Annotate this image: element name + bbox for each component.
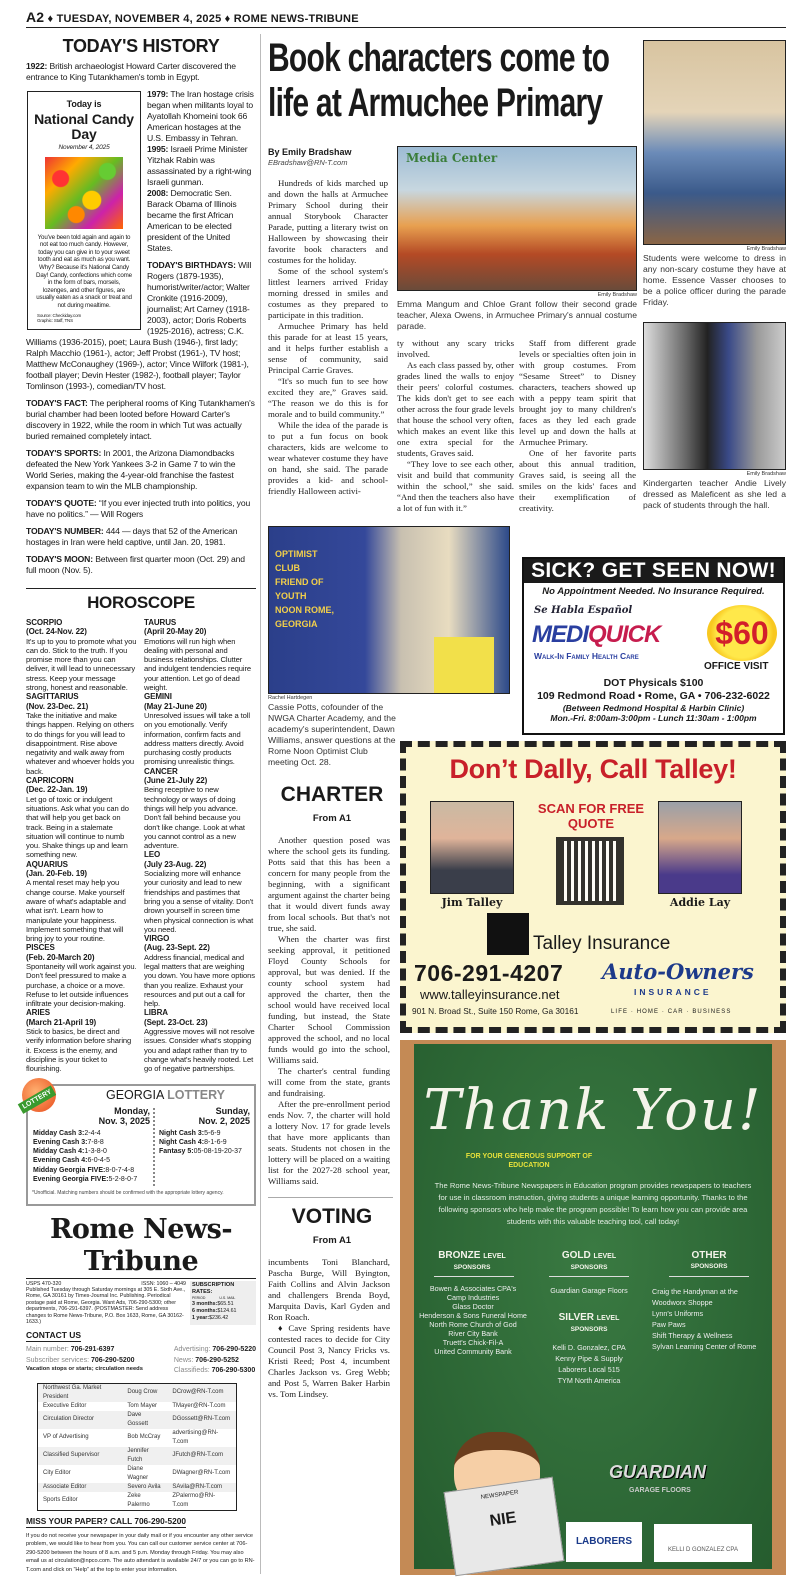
staff-email[interactable]: DCrow@RN-T.com: [172, 1389, 224, 1396]
charter-jump: From A1: [312, 813, 352, 824]
staff-title: Circulation Director: [43, 1416, 95, 1423]
result-label: Fantasy 5:: [159, 1148, 194, 1156]
result-label: Evening Cash 3:: [33, 1138, 88, 1146]
paragraph: Staff from different grade levels or specialties often join in with group costumes. From “Sesame Street” to Disney characters, teachers showed up with a peppy team spirit that brought joy to many children's faces as they led each grade level up and down the halls at Armuchee Primary.: [519, 338, 636, 447]
charter-body: [268, 835, 390, 1187]
result-label: 3 months:: [192, 1300, 218, 1307]
lottery-results-monday: [33, 1129, 137, 1185]
sign-dates: (Aug. 23-Sept. 22): [144, 943, 210, 953]
history-1922: 1922: British archaeologist Howard Carter discovered the entrance to King Tutankhamen's tomb in Egypt.: [26, 61, 236, 82]
table-row: [38, 1492, 237, 1511]
history-fact: TODAY'S FACT: The peripheral rooms of King Tutankhamen's burial chamber had been looted before Howard Carter's discovery in 1922, while the room in which Tut was actually buried remained completely intact.: [26, 398, 255, 441]
result-row: [192, 1301, 254, 1308]
staff-name: Severo Avila: [127, 1483, 161, 1490]
addie-lay-photo: [658, 801, 742, 894]
table-row: [38, 1429, 237, 1447]
staff-title: VP of Advertising: [43, 1434, 89, 1441]
photo1-credit: Emily Bradshaw: [597, 292, 637, 298]
publication-info: USPS 470-320 ISSN: 1060 – 4049 Published Tuesday through Saturday mornings at 305 E. Sixth Ave., Rome, GA 30161 by Times-Journal Inc. Publishing. Periodical postage paid at Rome, Georgia. Want Ads, 706-290-5300; other departments, 706-291-6397. (POSTMASTER: Send address changes to Rome News-Tribune, P.O. Box 1633, Rome, GA 30162-1633.): [26, 1280, 186, 1325]
mediquick-tagline: Walk-In Family Health Care: [534, 651, 639, 661]
photo2-credit: Emily Bradshaw: [746, 246, 786, 252]
charter-photo-caption: Cassie Potts, cofounder of the NWGA Charter Academy, and the academy's superintendent, Dawn Williams, answer questions at the Rome Noon Optimist Club meeting Oct. 28.: [268, 702, 396, 767]
history-sports: TODAY'S SPORTS: In 2001, the Arizona Diamondbacks defeated the New York Yankees 3-2 in Game 7 to win the World Series, making the 4-year-old franchise the fastest expansion team to win the MLB championship.: [26, 448, 236, 491]
article-col2: [397, 338, 514, 514]
photo1-caption: Emma Mangum and Chloe Grant follow their second grade teacher, Alexa Owens, in Armuchee Primary's annual costume parade.: [397, 299, 637, 331]
sponsor-name: Glass Doctor: [452, 1302, 494, 1311]
sponsor-name: Truett's Chick-Fil-A: [442, 1338, 504, 1347]
sign-text: Aggressive moves will not resolve issues. Consider what's stopping you and adapt rather than try to change what's heavily rooted. Let go of negative partnerships.: [144, 1027, 255, 1074]
scan-label: SCAN FOR FREE QUOTE: [537, 801, 645, 831]
result-value: $65.51: [217, 1300, 234, 1307]
article-col1: [268, 178, 388, 497]
paragraph: ♦ Cave Spring residents have contested races to decide for City Council Post 3, Nancy Fricks vs. Kristi Reed; Post 4, incumbent Charles Jackson vs. Greg Webb; and Post 5, Warren Baker Harbin vs. Tom Lindsey.: [268, 1323, 390, 1399]
staff-email[interactable]: DWagner@RN-T.com: [172, 1470, 231, 1477]
sign-dates: (Jan. 20-Feb. 19): [26, 869, 87, 879]
byline-email[interactable]: EBradshaw@RN-T.com: [268, 158, 348, 167]
paragraph: ty without any scary tricks involved.: [397, 338, 514, 359]
silver-heading: SILVER LEVEL SPONSORS: [558, 1312, 620, 1333]
result-row: [33, 1156, 137, 1165]
issue-date: TUESDAY, NOVEMBER 4, 2025: [56, 13, 222, 25]
sign-dates: (Nov. 23-Dec. 21): [26, 701, 89, 711]
optimist-club-photo: [268, 526, 510, 694]
result-row: [159, 1147, 242, 1156]
sign-text: Emotions will run high when dealing with personal and business relationships. Clutter and indulgent tendencies require your attention. Let go of dead weight.: [144, 636, 251, 693]
talley-brand: Talley Insurance: [533, 933, 671, 954]
sign-dates: (May 21-June 20): [144, 701, 207, 711]
history-birthdays: TODAY'S BIRTHDAYS: Will Rogers (1879-1935), humorist/writer/actor; Walter Cronkite (1916-2009), journalist; Art Carney (1918-2003), actor; Doris Roberts (1925-2016), actress; C.K. Williams (1936-2015), poet; Laura Bush (1946-), first lady; Ralph Macchio (1961-), actor; Jeff Probst (1961-), TV host; Matthew McConaughey (1969-), actor; Vince Wilfork (1981-), football player; Devin Hester (1982-), football player; Taylor Tomlinson (1993-), comedian/TV host.: [26, 260, 252, 391]
charter-title: CHARTER: [280, 783, 384, 806]
lottery-date-monday: Monday, Nov. 3, 2025: [98, 1105, 150, 1126]
history-body: [26, 89, 256, 576]
sign-text: Socializing more will enhance your curiosity and lead to new friendships and pastimes that bring you a sense of vitality. Don't drown yourself in screen time when physical connection is what you need.: [144, 869, 254, 934]
paragraph: As each class passed by, other grades lined the walls to enjoy their peers' colorful costumes. The kids don't get to see each other across the four grade levels that house the school very often, which makes an event like this one extra special for the students, Graves said.: [397, 360, 514, 458]
result-label: Midday Cash 4:: [33, 1148, 85, 1156]
staff-email[interactable]: SAvila@RN-T.com: [172, 1483, 223, 1490]
optimist-banner: OPTIMIST CLUB FRIEND OF YOUTH NOON ROME, GEORGIA: [275, 549, 335, 629]
staff-email[interactable]: advertising@RN-T.com: [172, 1429, 219, 1445]
bronze-heading: BRONZE LEVEL SPONSORS: [438, 1250, 506, 1271]
sponsor-name: Kelli D. Gonzalez, CPA: [552, 1343, 626, 1352]
staff-table: [37, 1383, 237, 1511]
paragraph: One of her favorite parts about this annual tradition, Graves said, is seeing all the smiles on the kids' faces and their exemplification of creativity.: [519, 448, 636, 513]
page-number: A2: [26, 9, 45, 25]
staff-email[interactable]: JFutch@RN-T.com: [172, 1452, 224, 1459]
bronze-sponsors: [414, 1284, 532, 1356]
sign-name: TAURUS: [144, 618, 177, 627]
sponsor-name: Kenny Pipe & Supply: [555, 1354, 623, 1363]
staff-name: Doug Crow: [127, 1389, 158, 1396]
sign-text: Stick to basics, be direct and verify information before sharing it. Excess is the enemy, and discipline is your ticket to flourishing.: [26, 1027, 132, 1074]
result-row: [33, 1147, 137, 1156]
sign-dates: (Feb. 20-March 20): [26, 952, 95, 962]
sponsor-name: Camp Industries: [446, 1293, 500, 1302]
qr-code[interactable]: [556, 837, 624, 905]
history-quote: TODAY'S QUOTE: “If you ever injected truth into politics, you have no politics.” — Will Rogers: [26, 498, 251, 519]
sponsor-name: Lynn's Uniforms: [652, 1309, 704, 1318]
candy-photo: [45, 157, 123, 229]
sign-text: Take the initiative and make things happen. Relying on others to do things for you will lead to disappointment. Rise above negativity and walk away from whatever and whoever holds you back.: [26, 710, 135, 776]
laborers-logo: LABORERS: [566, 1522, 642, 1562]
result-label: Evening Cash 4:: [33, 1157, 88, 1165]
contact-numbers: [26, 1345, 256, 1377]
result-value: 8-1-6-9: [204, 1138, 227, 1146]
sign-text: It's up to you to promote what you can do. Stick to the truth. If you promise more than you can deliver, it will lead to unnecessary stress. Keep your message strong, honest and reasonable.: [26, 636, 137, 693]
talley-phone: 706-291-4207: [414, 960, 564, 986]
result-value: 05-08-19-20-37: [193, 1148, 242, 1156]
photo1-sign: Media Center: [406, 151, 498, 165]
newspaper-illustration: NEWSPAPER NIE: [444, 1477, 565, 1576]
sign-text: Spontaneity will work against you. Don't feel pressured to make a purchase, a choice or a move. Refuse to let outside influences infiltrate your decision-making.: [26, 961, 137, 1009]
history-number: TODAY'S NUMBER: 444 — days that 52 of the American hostages in Iran were held captive, until Jan. 20, 1981.: [26, 526, 238, 547]
sign-dates: (Sept. 23-Oct. 23): [144, 1017, 208, 1027]
person2-name: Addie Lay: [669, 896, 731, 909]
result-value: $124.61: [217, 1307, 237, 1314]
staff-name: Zeke Palermo: [127, 1492, 150, 1508]
paragraph: Hundreds of kids marched up and down the halls at Armuchee Primary School during their annual Storybook Character Parade, putting a literary twist on Halloween by showcasing their favorite book characters and costumes for the holiday.: [268, 178, 388, 265]
sign-name: SAGITTARIUS: [26, 692, 79, 702]
jim-talley-photo: [430, 801, 514, 894]
person1-name: Jim Talley: [441, 896, 503, 909]
page-header: A2 ♦ TUESDAY, NOVEMBER 4, 2025 ♦ ROME NEWS-TRIBUNE: [26, 9, 359, 25]
sign-dates: (April 20-May 20): [144, 627, 207, 637]
sign-dates: (Oct. 24-Nov. 22): [26, 627, 87, 637]
result-value: 2-4-4: [84, 1129, 101, 1137]
staff-title: Sports Editor: [43, 1497, 78, 1504]
guardian-logo-sub: GARAGE FLOORS: [629, 1487, 691, 1494]
sign-name: GEMINI: [144, 692, 172, 702]
sign-name: AQUARIUS: [26, 859, 68, 869]
horoscope-right: [144, 618, 256, 1074]
result-value: 5-2-8-0-7: [108, 1176, 138, 1184]
result-row: [192, 1315, 254, 1322]
sponsor-name: Paw Paws: [652, 1320, 686, 1329]
byline: By Emily Bradshaw: [268, 147, 352, 157]
history-2008: 2008: Democratic Sen. Barack Obama of Illinois became the first African American to be elected president of the United States.: [147, 188, 237, 253]
thank-you-sub: FOR YOUR GENEROUS SUPPORT OF EDUCATION: [465, 1153, 593, 1169]
staff-name: Tom Mayer: [127, 1402, 158, 1409]
table-row: [38, 1465, 237, 1483]
sign-text: Address financial, medical and legal matters that are weighing you down. You have more options than you realize. Exhaust your resources and put out a call for help.: [144, 952, 255, 1009]
result-value: 7-8-8: [87, 1138, 104, 1146]
kelli-gonzalez-logo: KELLI D GONZALEZ CPA: [654, 1524, 752, 1562]
paragraph: incumbents Toni Blanchard, Pascha Burge, Will Byington, Faith Collins and Alvin Jackson and challengers Brenda Boyd, Marquita Davis, Karl Gyden and Ron Roach.: [268, 1257, 390, 1322]
result-value: 1-3-8-0: [84, 1148, 107, 1156]
staff-email[interactable]: ZPalermo@RN-T.com: [172, 1492, 216, 1508]
masthead-logo: Rome News-Tribune: [49, 1213, 233, 1277]
sign-dates: (March 21-April 19): [26, 1017, 97, 1027]
mediquick-headline: SICK? GET SEEN NOW!: [524, 559, 783, 583]
photo3-caption: Kindergarten teacher Andie Lively dressed as Maleficent as she led a pack of students through the hall.: [643, 478, 786, 510]
mediquick-details: DOT Physicals $100 109 Redmond Road • Rome, GA • 706-232-6022 (Between Redmond Hospital & Harbin Clinic) Mon.-Fri. 8:00am-3:00pm - Lunch 11:30am - 1:00pm: [537, 677, 770, 723]
result-label: Night Cash 3:: [159, 1129, 205, 1137]
result-value: 6-0-4-5: [87, 1157, 111, 1165]
paragraph: Another question posed was where the school gets its funding. Potts said that this has been a concern for many people from the beginning, with a significant argument against the charter being that it would divert funds away from local schools. But that's not true, she said.: [268, 835, 390, 933]
paragraph: The charter's central funding will come from the state, grants and fundraising.: [268, 1066, 390, 1098]
publication-block: [26, 1281, 256, 1326]
parade-photo-1: [397, 146, 637, 291]
photo3-credit: Emily Bradshaw: [746, 471, 786, 477]
result-row: [159, 1138, 242, 1147]
sponsor-name: United Community Bank: [434, 1347, 512, 1356]
mediquick-logo: MEDIQUICK: [532, 621, 661, 648]
sign-name: ARIES: [26, 1008, 50, 1018]
paragraph: Armuchee Primary has held this parade for at least 15 years, and it helps further establish a sense of community, said Principal Carrie Graves.: [268, 321, 388, 375]
sponsor-name: River City Bank: [448, 1329, 498, 1338]
talley-headline: Don’t Dally, Call Talley!: [449, 754, 737, 784]
voting-title: VOTING: [291, 1205, 373, 1228]
staff-title: Classified Supervisor: [43, 1452, 100, 1459]
talley-insurance-ad[interactable]: [400, 741, 786, 1033]
sponsor-name: Guardian Garage Floors: [550, 1286, 628, 1295]
nie-thank-you-ad[interactable]: [400, 1040, 786, 1575]
sign-name: PISCES: [26, 943, 55, 953]
horoscope-title: HOROSCOPE: [87, 593, 195, 612]
table-row: [38, 1447, 237, 1465]
guardian-logo: GUARDIAN: [609, 1462, 706, 1482]
table-row: [38, 1402, 237, 1411]
history-1995: 1995: Israeli Prime Minister Yitzhak Rabin was assassinated by a right-wing Israeli gunman.: [147, 144, 252, 187]
gold-heading: GOLD LEVEL SPONSORS: [561, 1250, 617, 1271]
staff-email[interactable]: DGossett@RN-T.com: [172, 1416, 231, 1423]
sponsor-name: Shift Therapy & Wellness: [652, 1331, 733, 1340]
lottery-results-sunday: [159, 1129, 242, 1157]
history-moon: TODAY'S MOON: Between first quarter moon (Oct. 29) and full moon (Nov. 5).: [26, 554, 245, 575]
mediquick-spanish: Se Habla Español: [534, 605, 633, 616]
sponsor-name: Laborers Local 515: [558, 1365, 620, 1374]
sponsor-name: Craig the Handyman at the Woodworx Shoppe: [652, 1287, 738, 1307]
voting-body: [268, 1257, 390, 1400]
sign-text: A mental reset may help you change course. Make yourself aware of what's adaptable and what isn't. Learn how to manipulate your happiness. Implement something that will bring joy to your routine.: [26, 878, 126, 944]
sign-name: VIRGO: [144, 934, 170, 944]
result-row: [192, 1308, 254, 1315]
sign-text: Let go of toxic or indulgent situations. Ask what you can do that will help you get back on track. Being in a stalemate situation will continue to numb you. Shake things up and learn something new.: [26, 794, 129, 860]
sign-name: CANCER: [144, 766, 178, 776]
result-label: 1 year:: [192, 1314, 210, 1321]
paragraph: When the charter was first seeking approval, it petitioned Floyd County Schools for approval, but was denied. If the county school system had approved the charter, then the school would have received local funding, but instead, the State Charter School Commission approved the school, and no local funds would go into the school, Williams said.: [268, 934, 390, 1065]
mediquick-price-label: OFFICE VISIT: [704, 661, 769, 672]
subscription-rows: [192, 1301, 254, 1322]
charter-strip: [268, 526, 396, 1400]
history-title: TODAY'S HISTORY: [62, 36, 220, 56]
result-label: Midday Georgia FIVE:: [33, 1166, 106, 1174]
staff-name: Diane Wagner: [127, 1465, 149, 1481]
sponsor-name: North Rome Church of God: [429, 1320, 517, 1329]
mediquick-sub: No Appointment Needed. No Insurance Required.: [542, 586, 765, 597]
auto-owners-sub: INSURANCE: [634, 987, 712, 997]
article-headline: Book characters come to life at Armuchee Primary: [268, 36, 610, 125]
thank-you-body: The Rome News-Tribune Newspapers in Education program provides newspapers to teachers for use in classroom instruction, giving students a unique learning opportunity. Thanks to the following sponsors who help make the program possible! To learn how you can provide area students with this valuable teaching tool, call today!: [434, 1181, 752, 1226]
candy-day-box: Today is National Candy Day November 4, 2025 You've been told again and again to not eat too much candy. However, today you can give in to your sweet tooth and eat as much as you want. Why? Because it's National Candy Day! Candy, confections which come in the form of bars, morsels, lozenges, and other figures, are usually eaten as a snack or treat and not during mealtime. Source: Checkiday.com Graphic: Staff, TNS: [27, 91, 141, 330]
sponsor-name: Henderson & Sons Funeral Home: [419, 1311, 527, 1320]
sign-name: SCORPIO: [26, 618, 63, 627]
result-row: [33, 1129, 137, 1138]
contact-numbers-left: Main number: 706-291-6397 Subscriber services: 706-290-5200 Vacation stops or starts; circulation needs: [26, 1346, 143, 1373]
mediquick-ad[interactable]: [522, 557, 785, 735]
staff-name: Jennifer Futch: [127, 1447, 149, 1463]
article-col3: [519, 338, 636, 514]
talley-address: 901 N. Broad St., Suite 150 Rome, Ga 30161: [412, 1006, 579, 1016]
mediquick-price: $60: [715, 615, 769, 651]
sponsor-name: TYM North America: [557, 1376, 621, 1385]
insurance-lines: LIFE · HOME · CAR · BUSINESS: [611, 1009, 732, 1015]
paragraph: After the pre-enrollment period ends Nov. 7, the charter will hold a lottery Nov. 17 for grade levels that have more applicants than seats. Students not chosen in the lottery will be placed on a waiting list for the 2027-28 school year, Williams said.: [268, 1099, 390, 1186]
result-label: Midday Cash 3:: [33, 1129, 85, 1137]
paragraph: While the idea of the parade is to put a fun focus on book characters, kids are welcome to wear whatever costume they have on hand, she said. The parade provides a kid- and school-friendly Halloween activi-: [268, 420, 388, 496]
charter-photo-credit: Rachel Hartdegen: [268, 695, 313, 701]
lottery-note: *Unofficial. Matching numbers should be confirmed with the appropriate lottery agency.: [32, 1189, 224, 1196]
parade-photo-2: [643, 40, 786, 245]
result-row: [33, 1166, 137, 1175]
staff-email[interactable]: TMayer@RN-T.com: [172, 1402, 226, 1409]
staff-title: City Editor: [43, 1470, 71, 1477]
sign-text: Being receptive to new technology or ways of doing things will help you advance. Don't fall behind because you don't like change. Look at what you cannot control as a new adventure.: [144, 785, 245, 851]
sign-text: Unresolved issues will take a toll on you emotionally. Verify information, confirm facts and address matters directly. Avoid purchasing costly products promising unrealistic things.: [144, 710, 250, 767]
history-1979: 1979: The Iran hostage crisis began when militants loyal to Ayatollah Khomeini took 66 American hostages at the U.S. Embassy in Tehran.: [147, 89, 254, 143]
sign-dates: (Dec. 22-Jan. 19): [26, 785, 88, 795]
table-row: [38, 1483, 237, 1492]
other-sponsors: [652, 1286, 768, 1352]
horoscope-left: [26, 618, 138, 1074]
article-top-row: [268, 146, 638, 514]
table-row: [38, 1383, 237, 1402]
right-photo-column: [643, 40, 786, 511]
lottery-date-sunday: Sunday, Nov. 2, 2025: [198, 1105, 250, 1126]
result-value: $236.42: [209, 1314, 229, 1321]
sign-dates: (June 21-July 22): [144, 776, 208, 786]
result-label: Evening Georgia FIVE:: [33, 1176, 109, 1184]
staff-title: Associate Editor: [43, 1483, 87, 1490]
paragraph: “It's so much fun to see how excited they are,” Graves said. “The reason we do this is for morale and to build community.”: [268, 376, 388, 419]
sign-name: LIBRA: [144, 1008, 168, 1018]
left-column: [21, 36, 256, 1574]
sign-dates: (July 23-Aug. 22): [144, 859, 207, 869]
talley-logo: [487, 913, 529, 955]
photo2-caption: Students were welcome to dress in any non-scary costume they have at home. Essence Vasser chooses to be a police officer during the parade Friday.: [643, 253, 786, 307]
staff-title: Executive Editor: [43, 1402, 87, 1409]
paper-name: ROME NEWS-TRIBUNE: [233, 13, 359, 25]
parade-photo-3: [643, 322, 786, 470]
lottery-logo-text: LOTTERY: [18, 1085, 57, 1114]
sponsor-name: Bowen & Associates CPA's: [429, 1284, 517, 1293]
staff-name: Bob McCray: [127, 1434, 161, 1441]
lottery-box: [21, 1084, 256, 1206]
miss-paper-title: MISS YOUR PAPER? CALL 706-290-5200: [26, 1515, 187, 1526]
voting-jump: From A1: [312, 1235, 352, 1246]
other-heading: OTHER SPONSORS: [690, 1250, 728, 1270]
contact-title: CONTACT US: [26, 1330, 82, 1341]
result-row: [33, 1138, 137, 1147]
table-row: [38, 1411, 237, 1429]
result-row: [33, 1175, 137, 1184]
result-label: 6 months:: [192, 1307, 218, 1314]
result-value: 5-6-9: [204, 1129, 221, 1137]
paragraph: “They love to see each other, visit and build that community within the school,” she said. “And then the teachers also have a lot of fun with it.”: [397, 459, 514, 513]
thank-you-title: Thank You!: [423, 1078, 763, 1143]
staff-name: Dave Gossett: [127, 1411, 149, 1427]
talley-website[interactable]: www.talleyinsurance.net: [420, 987, 560, 1002]
price-starburst: [707, 605, 777, 661]
result-row: [159, 1129, 242, 1138]
staff-title: Northwest Ga. Market President: [43, 1384, 102, 1400]
sign-name: CAPRICORN: [26, 776, 74, 786]
paragraph: Some of the school system's littlest learners arrived Friday morning dressed in smiles and costumes as they prepared to participate in this tradition.: [268, 266, 388, 320]
horoscope-columns: [26, 618, 256, 1074]
miss-paper-text: If you do not receive your newspaper in your daily mail or if you encounter any other service problem, we would like to hear from you. You can call our customer service center at 706-290-5200 between the hours of 8 a.m. and 5 p.m. Monday through Friday. You may also email us at circulation@npco.com. The auto attendant is available 24/7 or you can go to RN-T.com and click on “Help” at the top to enter your information.: [26, 1532, 255, 1573]
gold-sponsors: [539, 1286, 639, 1295]
silver-sponsors: [539, 1342, 639, 1386]
auto-owners-logo: Auto-Owners: [602, 959, 754, 984]
subscription-rates: SUBSCRIPTION RATES: PERIOD U.S. MAIL 3 months:$65.51 6 months:$124.61 1 year:$236.42: [190, 1281, 256, 1326]
sponsor-name: Sylvan Learning Center of Rome: [652, 1342, 757, 1351]
lottery-title: GEORGIA LOTTERY: [106, 1087, 226, 1102]
result-label: Night Cash 4:: [159, 1138, 205, 1146]
contact-numbers-right: Advertising: 706-290-5220 News: 706-290-5252 Classifieds: 706-290-5300: [173, 1346, 256, 1375]
result-value: 8-0-7-4-8: [105, 1166, 135, 1174]
sign-name: LEO: [144, 850, 161, 860]
